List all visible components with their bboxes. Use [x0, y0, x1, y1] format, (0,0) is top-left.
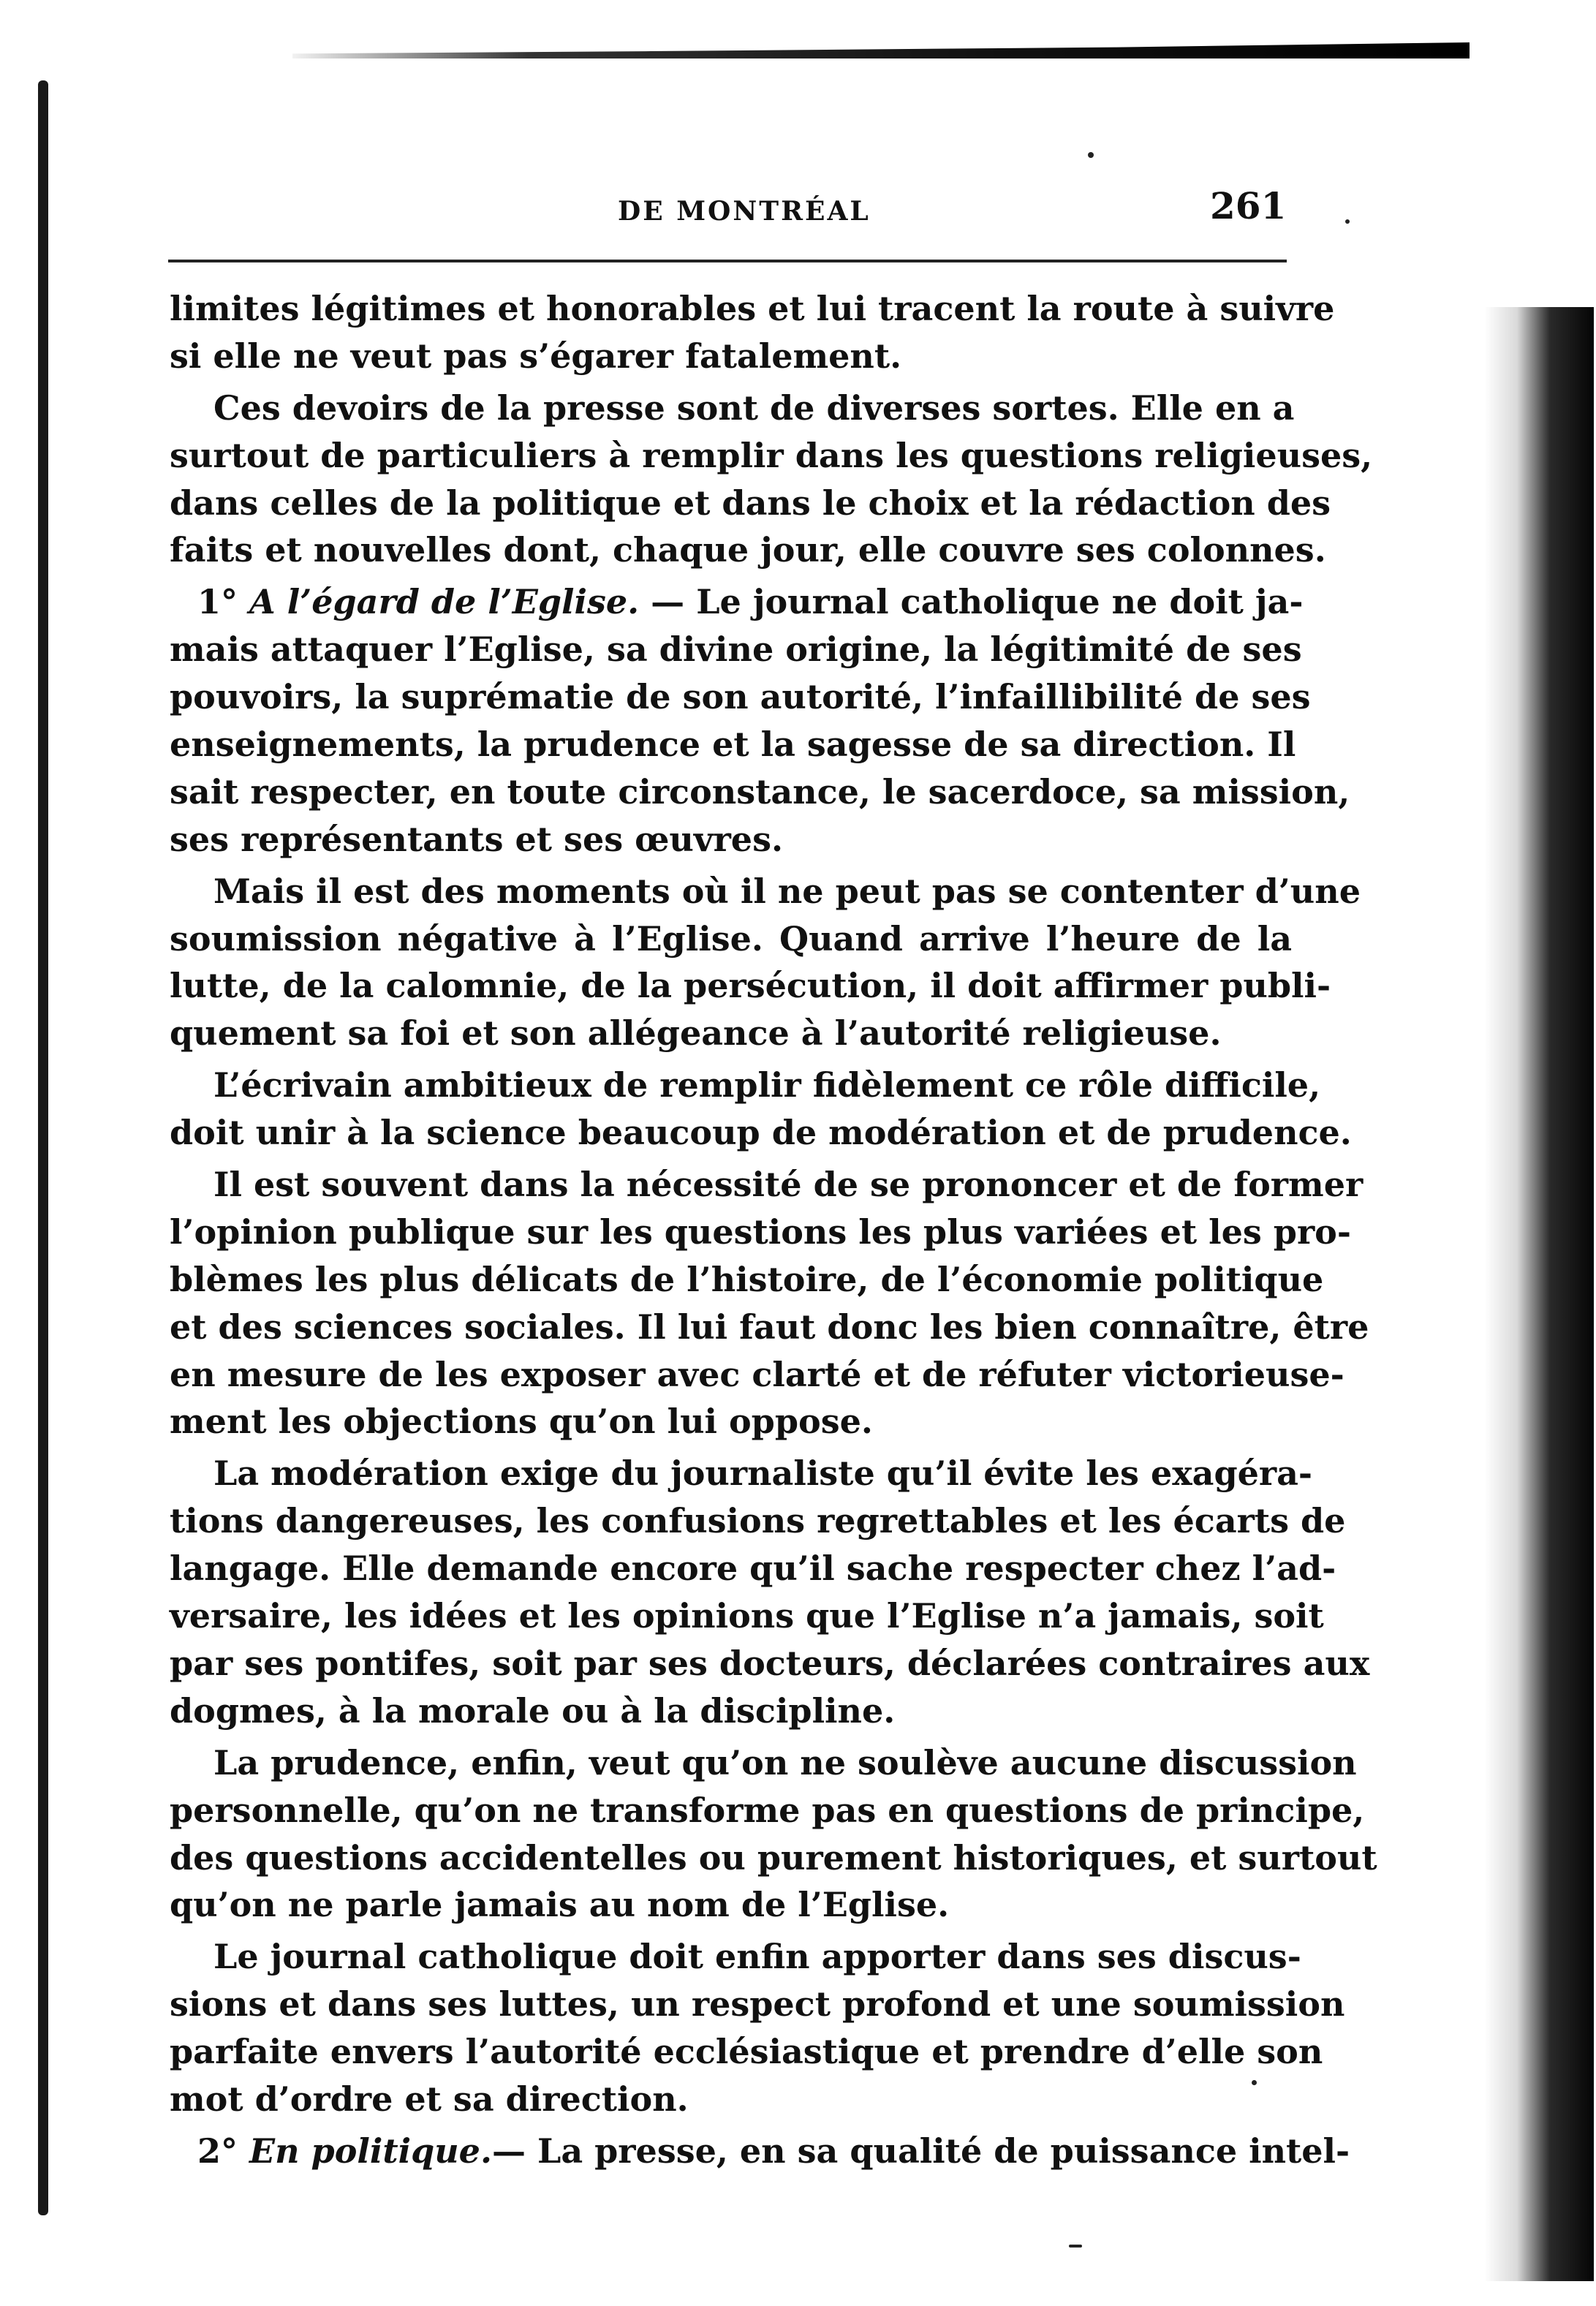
text-line: faits et nouvelles dont, chaque jour, elle couvre ses colonnes. [170, 530, 1326, 570]
paragraph [170, 1062, 1352, 1157]
text-line: langage. Elle demande encore qu’il sache respecter chez l’ad- [170, 1549, 1336, 1589]
section-heading: En politique. [249, 2131, 492, 2171]
paragraph [170, 1739, 1377, 1929]
text-line: dans celles de la politique et dans le choix et la rédaction des [170, 483, 1331, 523]
text-line: mot d’ordre et sa direction. [170, 2079, 689, 2119]
text-line: Il est souvent dans la nécessité de se prononcer et de former [213, 1165, 1364, 1205]
text-line: quement sa foi et son allégeance à l’autorité religieuse. [170, 1013, 1222, 1054]
running-head: DE MONTRÉAL [618, 196, 871, 227]
text-line [170, 2128, 1350, 2175]
text-line: tions dangereuses, les confusions regrettables et les écarts de [170, 1501, 1346, 1541]
scan-left-bar [38, 80, 48, 2215]
text-line: par ses pontifes, soit par ses docteurs, déclarées contraires aux [170, 1643, 1370, 1683]
paragraph [170, 2128, 1350, 2175]
scan-speck [1069, 2245, 1082, 2248]
text-line: ment les objections qu’on lui oppose. [170, 1402, 873, 1442]
text-line: sions et dans ses luttes, un respect profond et une soumission [170, 1984, 1345, 2025]
paragraph [170, 1161, 1369, 1445]
text-line: versaire, les idées et les opinions que l’Eglise n’a jamais, soit [170, 1596, 1324, 1636]
text-line: La modération exige du journaliste qu’il évite les exagéra- [213, 1453, 1313, 1494]
text-line: sait respecter, en toute circonstance, le sacerdoce, sa mission, [170, 771, 1350, 812]
text-line: enseignements, la prudence et la sagesse de sa direction. Il [170, 725, 1296, 765]
header-rule [168, 260, 1287, 262]
text-line: surtout de particuliers à remplir dans les questions religieuses, [170, 435, 1373, 475]
paragraph [170, 385, 1373, 575]
text-line: Mais il est des moments où il ne peut pas se contenter d’une [213, 871, 1361, 911]
section-lead-text: — Le journal catholique ne doit ja- [639, 582, 1304, 622]
scan-right-edge [1484, 307, 1594, 2281]
paragraph [170, 578, 1350, 863]
text-line: ses représentants et ses œuvres. [170, 819, 783, 859]
section-number: 2° [197, 2131, 250, 2171]
text-line: si elle ne veut pas s’égarer fatalement. [170, 336, 902, 376]
section-lead-text: — La presse, en sa qualité de puissance intel- [491, 2131, 1350, 2171]
text-line: Le journal catholique doit enfin apporter dans ses discus- [213, 1937, 1301, 1977]
text-line: qu’on ne parle jamais au nom de l’Eglise. [170, 1885, 950, 1925]
text-line: l’opinion publique sur les questions les plus variées et les pro- [170, 1211, 1351, 1252]
paragraph [170, 1450, 1370, 1734]
text-line: blèmes les plus délicats de l’histoire, de l’économie politique [170, 1259, 1324, 1299]
scan-speck [1088, 152, 1094, 158]
text-line: des questions accidentelles ou purement historiques, et surtout [170, 1837, 1377, 1878]
text-line: personnelle, qu’on ne transforme pas en questions de principe, [170, 1790, 1365, 1830]
scan-top-bar [292, 42, 1470, 58]
body-text [170, 285, 1377, 2180]
text-line: dogmes, à la morale ou à la discipline. [170, 1690, 896, 1731]
text-line: soumission négative à l’Eglise. Quand arrive l’heure de la [170, 918, 1292, 959]
text-line: lutte, de la calomnie, de la persécution, il doit affirmer publi- [170, 966, 1331, 1006]
section-number: 1° [197, 582, 250, 622]
text-line [170, 578, 1304, 626]
section-heading: A l’égard de l’Eglise. [249, 582, 640, 622]
scan-speck [1345, 219, 1350, 224]
text-line: limites légitimes et honorables et lui tracent la route à suivre [170, 289, 1335, 328]
text-line: pouvoirs, la suprématie de son autorité, l’infaillibilité de ses [170, 677, 1311, 717]
paragraph [170, 1933, 1345, 2123]
text-line: en mesure de les exposer avec clarté et de réfuter victorieuse- [170, 1354, 1345, 1394]
paragraph [170, 285, 1335, 380]
page-number: 261 [1210, 184, 1287, 227]
text-line: La prudence, enfin, veut qu’on ne soulève aucune discussion [213, 1742, 1357, 1783]
text-line: mais attaquer l’Eglise, sa divine origine, la légitimité de ses [170, 630, 1302, 670]
text-line: doit unir à la science beaucoup de modération et de prudence. [170, 1113, 1352, 1153]
text-line: et des sciences sociales. Il lui faut donc les bien connaître, être [170, 1307, 1369, 1347]
paragraph [170, 868, 1361, 1058]
text-line: parfaite envers l’autorité ecclésiastique et prendre d’elle son [170, 2032, 1323, 2072]
text-line: L’écrivain ambitieux de remplir fidèlement ce rôle difficile, [213, 1065, 1321, 1105]
text-line: Ces devoirs de la presse sont de diverses sortes. Elle en a [213, 388, 1295, 428]
